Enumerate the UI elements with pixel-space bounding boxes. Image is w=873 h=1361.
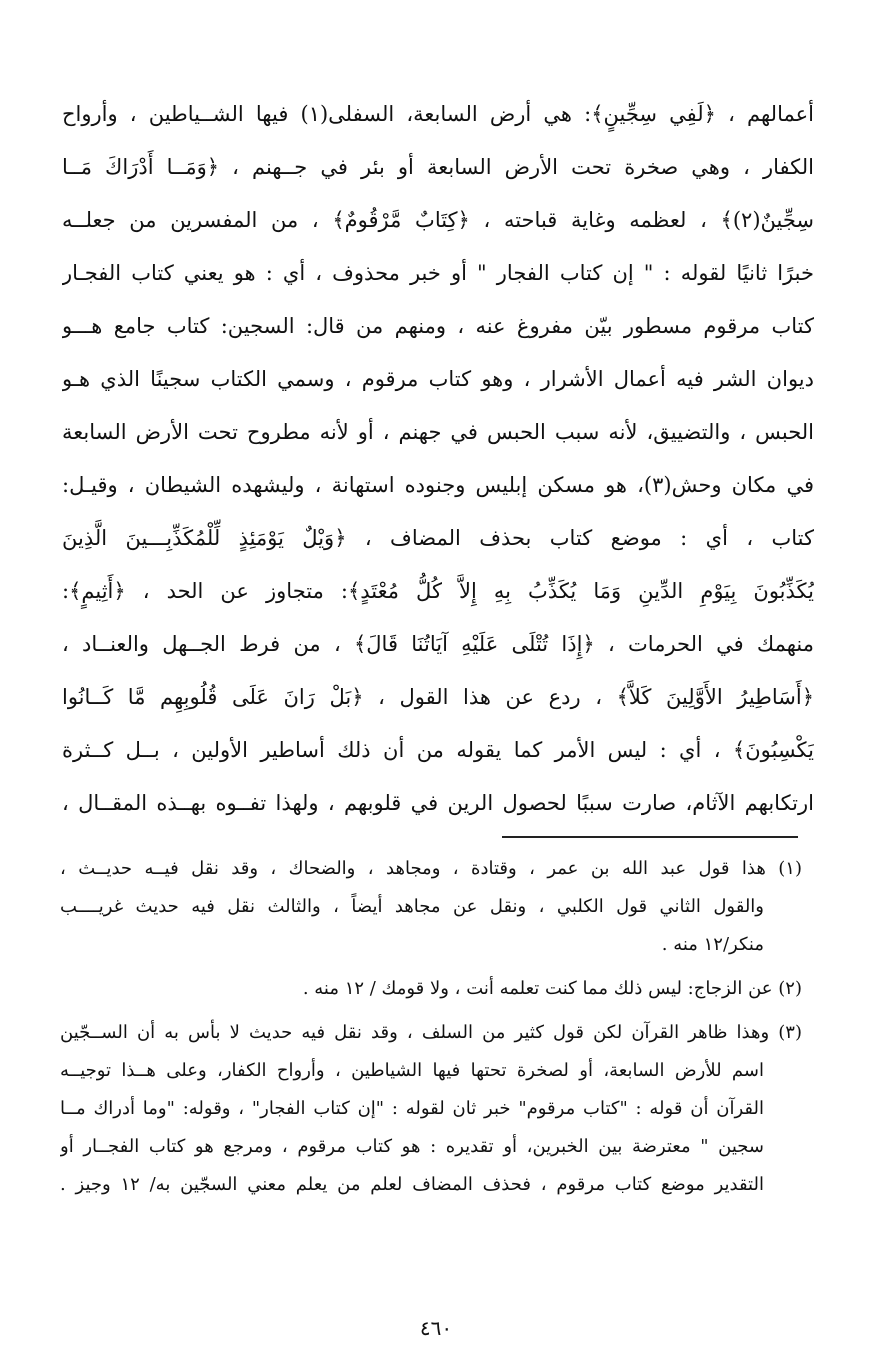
- footnote-line: التقدير موضع كتاب مرقوم ، فحذف المضاف لعلم من يعلم معني السجّين به/ ١٢ وجيز .: [60, 1174, 764, 1195]
- footnote-line: سجين " معترضة بين الخبرين، أو تقديره : هو كتاب مرقوم ، ومرجع هو كتاب الفجــار أو: [60, 1136, 764, 1157]
- text-line: خبرًا ثانيًا لقوله : " إن كتاب الفجار " أو خبر محذوف ، أي : هو يعني كتاب الفجـار: [62, 261, 814, 285]
- text-line: سِجِّينٌ(٢)﴾ ، لعظمه وغاية قباحته ، ﴿كِتَابٌ مَّرْقُومٌ﴾ ، من المفسرين من جعلــه: [62, 208, 814, 232]
- text-line: منهمك في الحرمات ، ﴿إِذَا تُتْلَى عَلَيْهِ آيَاتُنَا قَالَ﴾ ، من فرط الجــهل والعنــاد ،: [62, 632, 814, 656]
- main-text-block: [62, 88, 814, 830]
- text-line: أعمالهم ، ﴿لَفِي سِجِّينٍ﴾: هي أرض السابعة، السفلى(١) فيها الشــياطين ، وأرواح: [62, 102, 814, 126]
- text-line: كتاب ، أي : موضع كتاب بحذف المضاف ، ﴿وَيْلٌ يَوْمَئِذٍ لِّلْمُكَذِّبِـــينَ الَّذِينَ: [62, 526, 814, 550]
- footnotes-block: [60, 850, 802, 1210]
- text-line: ﴿أَسَاطِيرُ الأَوَّلِينَ كَلاَّ﴾ ، ردع عن هذا القول ، ﴿بَلْ رَانَ عَلَى قُلُوبِهِم مَّا كَــانُوا: [62, 685, 814, 709]
- text-line: ارتكابهم الآثام، صارت سببًا لحصول الرين في قلوبهم ، ولهذا تفــوه بهــذه المقــال ،: [62, 791, 814, 815]
- text-line: ديوان الشر فيه أعمال الأشرار ، وهو كتاب مرقوم ، وسمي الكتاب سجينًا الذي هـو: [62, 367, 814, 391]
- footnote-line: (١) هذا قول عبد الله بن عمر ، وقتادة ، ومجاهد ، والضحاك ، وقد نقل فيــه حديــث ،: [60, 858, 802, 879]
- footnote-divider: [502, 836, 798, 838]
- footnote-line: منكر/١٢ منه .: [661, 934, 764, 955]
- text-line: يَكْسِبُونَ﴾ ، أي : ليس الأمر كما يقوله من أن ذلك أساطير الأولين ، بــل كــثرة: [62, 738, 814, 762]
- text-line: يُكَذِّبُونَ بِيَوْمِ الدِّينِ وَمَا يُكَذِّبُ بِهِ إِلاَّ كُلُّ مُعْتَدٍ﴾: متجاوز عن الحد ، ﴿أَثِيمٍ﴾:: [62, 579, 814, 603]
- footnote-line: والقول الثاني قول الكلبي ، ونقل عن مجاهد أيضاً ، والثالث نقل فيه حديث غريــــب: [60, 896, 764, 917]
- text-line: الكفار ، وهي صخرة تحت الأرض السابعة أو بئر في جــهنم ، ﴿وَمَــا أَدْرَاكَ مَــا: [62, 155, 814, 179]
- text-line: كتاب مرقوم مسطور بيّن مفروغ عنه ، ومنهم من قال: السجين: كتاب جامع هـــو: [62, 314, 814, 338]
- text-line: الحبس ، والتضييق، لأنه سبب الحبس في جهنم ، أو لأنه مطروح تحت الأرض السابعة: [62, 420, 814, 444]
- footnote-3: [60, 1014, 802, 1204]
- footnote-2: [60, 970, 802, 1008]
- footnote-line: (٢) عن الزجاج: ليس ذلك مما كنت تعلمه أنت ، ولا قومك / ١٢ منه .: [302, 978, 802, 999]
- footnote-1: [60, 850, 802, 964]
- footnote-line: القرآن أن قوله : "كتاب مرقوم" خبر ثان لقوله : "إن كتاب الفجار" ، وقوله: "وما أدراك مــا: [60, 1098, 764, 1119]
- page-number: ٤٦٠: [419, 1316, 453, 1340]
- text-line: في مكان وحش(٣)، هو مسكن إبليس وجنوده استهانة ، وليشهده الشيطان ، وقيـل:: [62, 473, 814, 497]
- footnote-line: اسم للأرض السابعة، أو لصخرة تحتها فيها الشياطين ، وأرواح الكفار، وعلى هــذا توجيــه: [60, 1060, 764, 1081]
- footnote-line: (٣) وهذا ظاهر القرآن لكن قول كثير من السلف ، وقد نقل فيه حديث لا بأس به أن الســجّين: [60, 1022, 802, 1043]
